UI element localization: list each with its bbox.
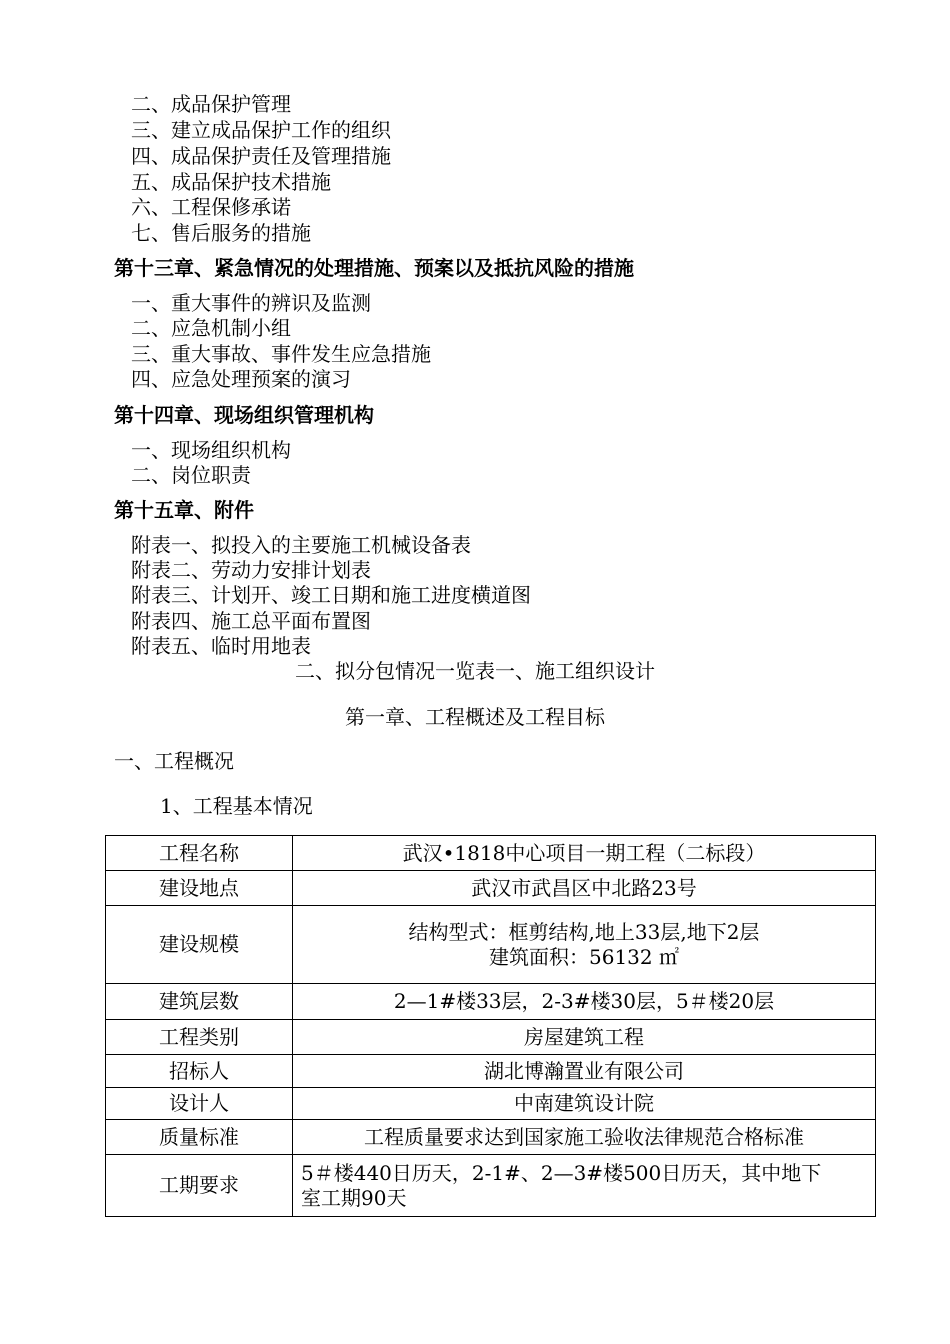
row-value: [293, 906, 876, 984]
table-row: [106, 1020, 876, 1055]
row-value: 武汉市武昌区中北路23号: [293, 871, 876, 906]
row-value: 中南建筑设计院: [293, 1088, 876, 1120]
row-label: 工期要求: [106, 1155, 293, 1217]
row-value: 湖北博瀚置业有限公司: [293, 1055, 876, 1088]
table-row: [106, 1055, 876, 1088]
toc-item: 五、成品保护技术措施: [131, 170, 331, 194]
toc-item: 一、现场组织机构: [131, 438, 291, 462]
table-row: [106, 1120, 876, 1155]
chapter-15-title: 第十五章、附件: [114, 498, 254, 522]
row-value: [293, 1155, 876, 1217]
row-value: 房屋建筑工程: [293, 1020, 876, 1055]
chapter-14-title: 第十四章、现场组织管理机构: [114, 403, 374, 427]
toc-item: 二、应急机制小组: [131, 316, 291, 340]
row-value: 工程质量要求达到国家施工验收法律规范合格标准: [293, 1120, 876, 1155]
row-value-line: 结构型式：框剪结构,地上33层,地下2层: [408, 919, 760, 944]
toc-item: 附表四、施工总平面布置图: [131, 609, 371, 633]
row-label: 工程类别: [106, 1020, 293, 1055]
toc-item: 七、售后服务的措施: [131, 221, 311, 245]
project-info-table: [105, 835, 876, 1217]
table-row: [106, 1088, 876, 1120]
toc-item: 一、重大事件的辨识及监测: [131, 291, 371, 315]
mixed-heading-line: 二、拟分包情况一览表一、施工组织设计: [295, 659, 655, 683]
row-value-line: 室工期90天: [301, 1185, 407, 1210]
table-row: [106, 1155, 876, 1217]
row-label: 质量标准: [106, 1120, 293, 1155]
section-title: 一、工程概况: [114, 749, 234, 773]
row-value: 2—1#楼33层，2-3#楼30层，5＃楼20层: [293, 984, 876, 1020]
toc-item: 附表二、劳动力安排计划表: [131, 558, 371, 582]
table-row: [106, 906, 876, 984]
toc-item: 四、成品保护责任及管理措施: [131, 144, 391, 168]
row-value-line: 5＃楼440日历天，2-1#、2—3#楼500日历天，其中地下: [301, 1160, 822, 1185]
row-label: 建筑层数: [106, 984, 293, 1020]
row-label: 建设地点: [106, 871, 293, 906]
row-label: 设计人: [106, 1088, 293, 1120]
subsection-title: 1、工程基本情况: [160, 794, 313, 818]
table-row: [106, 836, 876, 871]
chapter-13-title: 第十三章、紧急情况的处理措施、预案以及抵抗风险的措施: [114, 256, 634, 280]
table-row: [106, 984, 876, 1020]
toc-item: 附表三、计划开、竣工日期和施工进度横道图: [131, 583, 531, 607]
row-value-line: 建筑面积：56132 ㎡: [489, 944, 679, 969]
toc-item: 二、成品保护管理: [131, 92, 291, 116]
table-row: [106, 871, 876, 906]
row-label: 建设规模: [106, 906, 293, 984]
row-label: 招标人: [106, 1055, 293, 1088]
row-label: 工程名称: [106, 836, 293, 871]
toc-item: 附表一、拟投入的主要施工机械设备表: [131, 533, 471, 557]
toc-item: 三、建立成品保护工作的组织: [131, 118, 391, 142]
row-value: 武汉•1818中心项目一期工程（二标段）: [293, 836, 876, 871]
toc-item: 附表五、临时用地表: [131, 634, 311, 658]
toc-item: 六、工程保修承诺: [131, 195, 291, 219]
toc-item: 二、岗位职责: [131, 463, 251, 487]
chapter-1-title: 第一章、工程概述及工程目标: [345, 705, 605, 729]
toc-item: 四、应急处理预案的演习: [131, 367, 351, 391]
toc-item: 三、重大事故、事件发生应急措施: [131, 342, 431, 366]
